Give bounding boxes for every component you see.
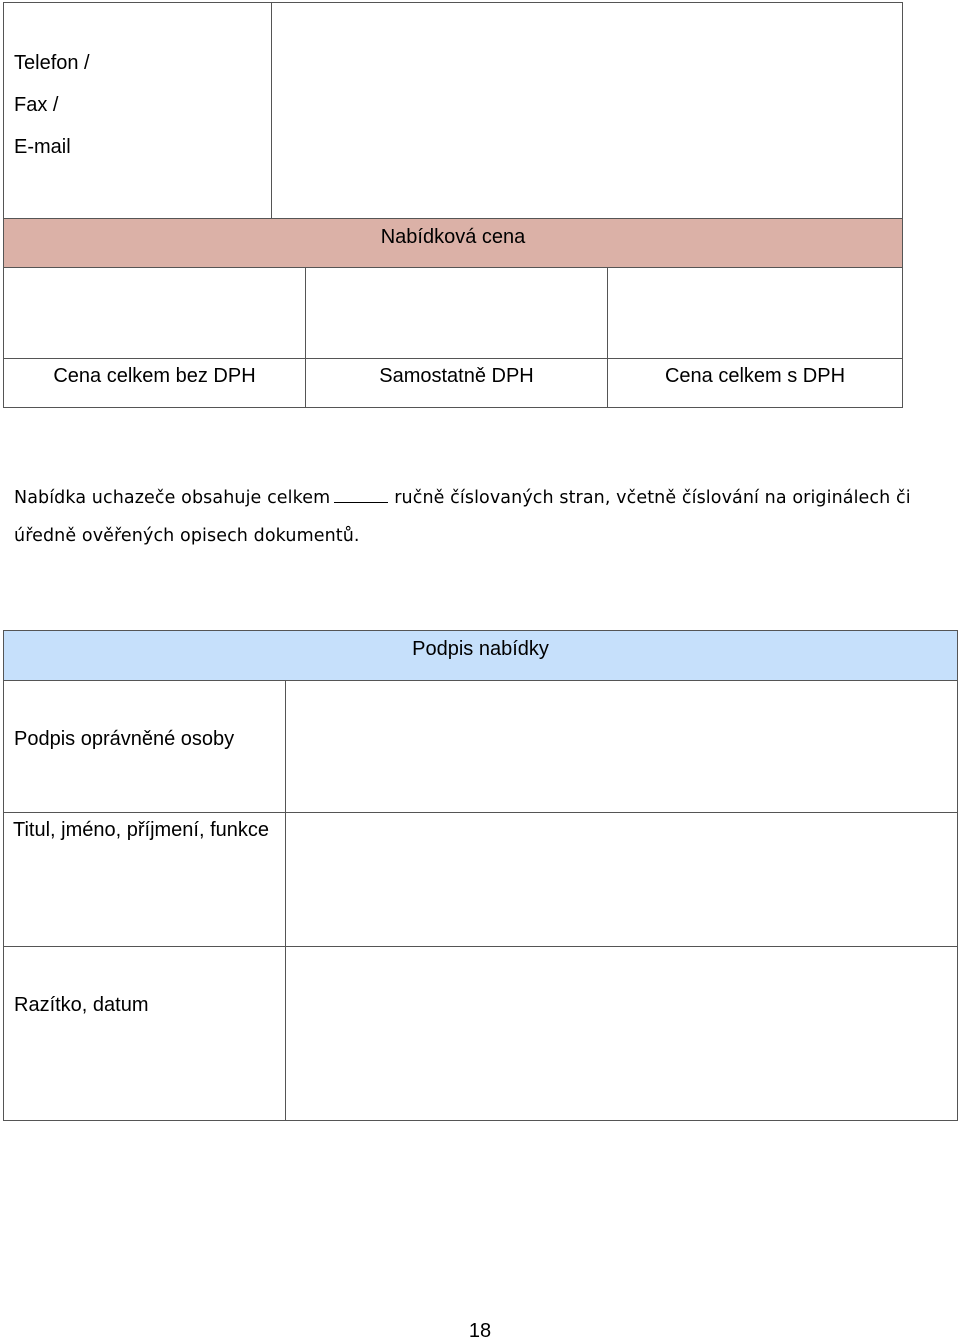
statement-part-2: ručně číslovaných stran, včetně číslování na originálech či	[394, 488, 911, 508]
stamp-date-field[interactable]	[285, 946, 958, 1121]
fax-label: Fax /	[14, 94, 59, 116]
authorized-signature-field[interactable]	[285, 680, 958, 813]
price-with-vat-cell[interactable]	[607, 267, 903, 408]
authorized-signature-label-cell	[3, 680, 286, 813]
price-with-vat-label: Cena celkem s DPH	[664, 365, 846, 387]
vat-cell[interactable]	[305, 267, 608, 408]
price-section-header	[3, 218, 903, 268]
signature-section-header	[3, 630, 958, 681]
contact-label-cell	[3, 2, 272, 219]
contact-value-field[interactable]	[271, 2, 903, 219]
name-title-label: Titul, jméno, příjmení, funkce	[13, 819, 270, 841]
statement-line-1	[14, 486, 911, 510]
name-title-label-cell	[3, 812, 286, 947]
statement-line-2: úředně ověřených opisech dokumentů.	[14, 526, 360, 546]
page-number: 18	[468, 1320, 492, 1342]
authorized-signature-label: Podpis oprávněné osoby	[14, 728, 235, 750]
email-label: E-mail	[14, 136, 71, 158]
statement-part-1: Nabídka uchazeče obsahuje celkem	[14, 488, 331, 508]
page-count-blank[interactable]	[334, 488, 388, 503]
price-header-label: Nabídková cena	[380, 226, 526, 248]
divider	[608, 358, 902, 359]
telefon-label: Telefon /	[14, 52, 90, 74]
stamp-date-label-cell	[3, 946, 286, 1121]
price-without-vat-cell[interactable]	[3, 267, 306, 408]
name-title-field[interactable]	[285, 812, 958, 947]
price-without-vat-label: Cena celkem bez DPH	[53, 365, 256, 387]
divider	[4, 358, 305, 359]
vat-label: Samostatně DPH	[379, 365, 534, 387]
stamp-date-label: Razítko, datum	[14, 994, 149, 1016]
divider	[306, 358, 607, 359]
signature-header-label: Podpis nabídky	[412, 638, 549, 660]
